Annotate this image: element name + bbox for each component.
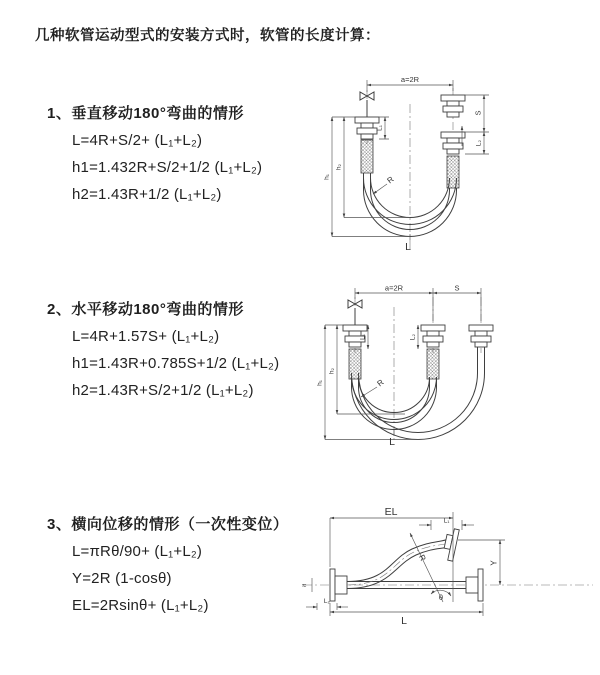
- vertical-travel-180-bend-diagram: [312, 72, 600, 257]
- h1-dimension-label: h₁: [323, 174, 331, 180]
- section-2-heading: 2、水平移动180°弯曲的情形: [47, 301, 244, 318]
- formula-length: L=4R+S/2+ (L₁+L₂): [72, 132, 203, 149]
- right-fitting-lower-position: [441, 132, 465, 154]
- length-label: L: [401, 615, 407, 627]
- middle-braid-section: [427, 349, 439, 379]
- left-fitting: [330, 569, 347, 601]
- section-vertical-travel: [47, 100, 262, 208]
- formula-y: Y=2R (1-cosθ): [72, 570, 172, 587]
- h2-dimension-label: h₂: [335, 163, 343, 171]
- left-fitting-dimension-label: L₁: [359, 334, 367, 340]
- length-label: L: [405, 241, 411, 253]
- formula-el: EL=2Rsinθ+ (L₁+L₂): [72, 597, 209, 614]
- lateral-offset-diagram: [298, 503, 600, 645]
- radius-line: [410, 533, 443, 602]
- radius-label: R: [375, 377, 386, 389]
- left-fitting: [355, 117, 379, 139]
- right-fitting-dimension-label: L₂: [475, 139, 483, 147]
- radius-leader-line: [361, 387, 377, 397]
- leg-tubes: [352, 347, 485, 387]
- radius-leader-line: [373, 184, 387, 194]
- formula-h2: h2=1.43R+1/2 (L₁+L₂): [72, 186, 222, 203]
- stroke-dimension-label: S: [454, 283, 460, 293]
- formula-length: L=4R+1.57S+ (L₁+L₂): [72, 328, 220, 345]
- span-dimension-label: a=2R: [384, 283, 404, 293]
- formula-h1: h1=1.43R+0.785S+1/2 (L₁+L₂): [72, 355, 280, 372]
- h1-dimension-label: h₁: [316, 380, 324, 386]
- theta-label: θ: [438, 593, 444, 602]
- right-fitting-initial: [466, 569, 483, 601]
- left-braid-section: [361, 140, 373, 173]
- formula-h2: h2=1.43R+S/2+1/2 (L₁+L₂): [72, 382, 254, 399]
- right-fitting-deflected: [442, 528, 459, 562]
- l2-fitting-dimension-label: L₂: [323, 598, 331, 605]
- formula-length: L=πRθ/90+ (L₁+L₂): [72, 543, 203, 560]
- el-dimension-label: EL: [384, 506, 398, 518]
- y-dimension-label: Y: [489, 560, 499, 566]
- radius-label: R: [416, 553, 428, 563]
- horizontal-travel-180-bend-diagram: [310, 283, 598, 448]
- section-3-heading: 3、横向位移的情形（一次性变位）: [47, 516, 289, 533]
- section-1-heading: 1、垂直移动180°弯曲的情形: [47, 105, 244, 122]
- datum-symbol: ≈: [302, 581, 307, 590]
- radius-label: R: [385, 174, 396, 186]
- left-braid-section: [349, 349, 361, 379]
- span-dimension-label: a=2R: [400, 75, 420, 84]
- right-fitting-upper-position: [441, 95, 465, 117]
- page-title: 几种软管运动型式的安装方式时，软管的长度计算：: [35, 28, 380, 44]
- hose-u-bend: [352, 373, 485, 440]
- middle-fitting-dimension-label: L₂: [409, 333, 417, 341]
- formula-h1: h1=1.432R+S/2+1/2 (L₁+L₂): [72, 159, 263, 176]
- shifted-fitting: [469, 325, 493, 347]
- h2-dimension-label: h₂: [328, 367, 336, 375]
- section-lateral-offset: [47, 511, 288, 619]
- l1-fitting-dimension-label: L₁: [443, 517, 450, 525]
- stroke-dimension-label: S: [473, 110, 483, 116]
- middle-fitting: [421, 325, 445, 347]
- length-label: L: [389, 436, 395, 448]
- section-horizontal-travel: [47, 296, 279, 404]
- left-fitting-dimension-label: L₁: [376, 125, 384, 131]
